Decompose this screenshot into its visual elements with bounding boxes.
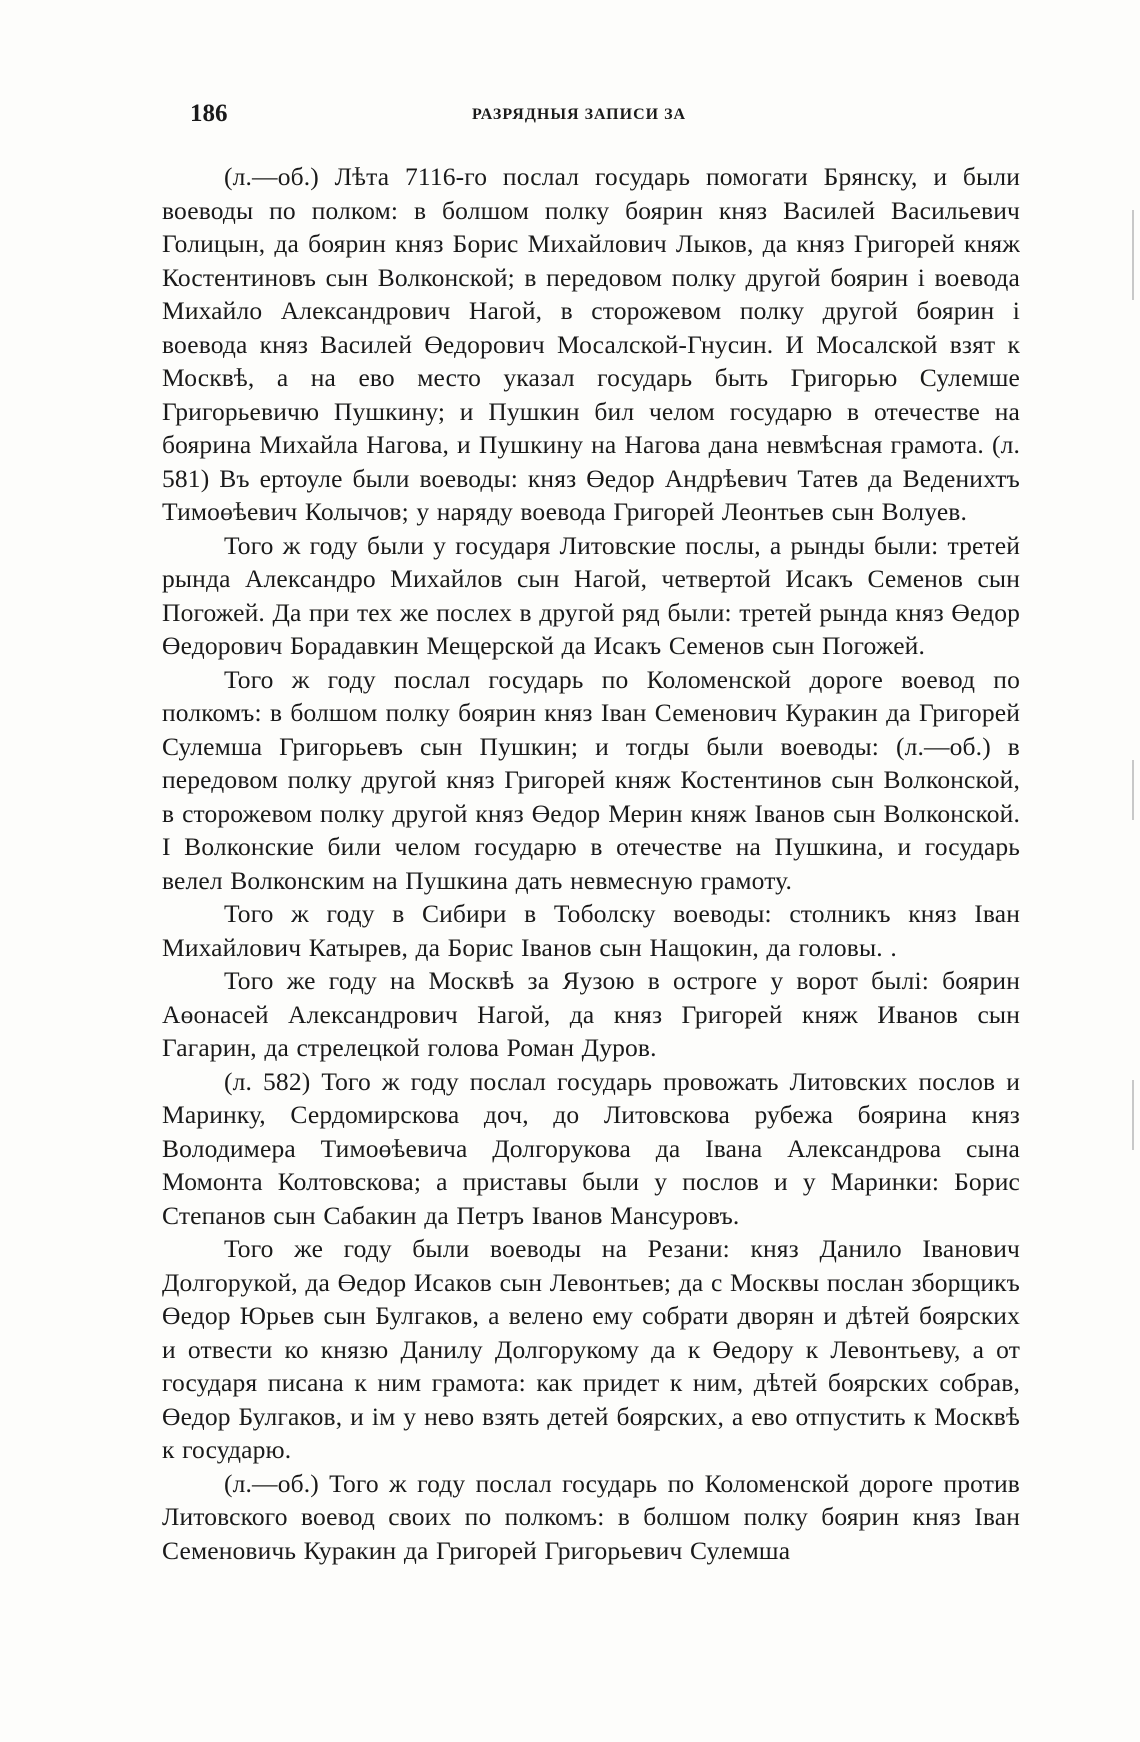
page-number: 186 xyxy=(190,100,228,127)
margin-scan-mark xyxy=(1132,1080,1134,1150)
paragraph: (л.—об.) Того ж году послал государь по Коломенской дороге против Литовского воевод своих по полкомъ: в болшом полку боярин княз Іван Семеновичь Куракин да Григорей Григорьевич Сулемша xyxy=(162,1468,1020,1565)
paragraph: (л.—об.) Лѣта 7116-го послал государь помогати Брянску, и были воеводы по полком: в болшом полку боярин княз Василей Васильевич Голицын, да боярин княз Борис Михайлович Лыков, да княз Григорей княж Костентиновъ сын Волконской; в передовом полку другой боярин і воевода Михайло Александрович Нагой, в сторожевом полку другой боярин і воевода княз Василей Өедорович Мосалской-Гнусин. И Мосалской взят к Москвѣ, а на ево место указал государь быть Григорью Сулемше Григорьевичю Пушкину; и Пушкин бил челом государю в отечестве на боярина Михайла Нагова, и Пушкину на Нагова дана невмѣсная грамота. (л. 581) Въ ертоуле были воеводы: княз Өедор Андрѣевич Татев да Веденихтъ Тимоөѣевич Колычов; у наряду воевода Григорей Леонтьев сын Волуев. xyxy=(162,162,1020,526)
margin-scan-mark xyxy=(1132,760,1134,820)
paragraph: Того же году были воеводы на Резани: княз Данило Іванович Долгорукой, да Өедор Исаков сын Левонтьев; да с Москвы послан зборщикъ Өедор Юрьев сын Булгаков, а велено ему собрати дворян и дѣтей боярских и отвести ко князю Данилу Долгорукому да к Өедору к Левонтьеву, а от государя писана к ним грамота: как придет к ним, дѣтей боярских собрав, Өедор Булгаков, и ім у нево взять детей боярских, а ево отпустить к Москвѣ к государю. xyxy=(162,1234,1020,1464)
body-text xyxy=(162,160,1020,1567)
margin-scan-mark xyxy=(1132,210,1134,300)
paragraph: (л. 582) Того ж году послал государь провожать Литовских послов и Маринку, Сердомирскова доч, до Литовскова рубежа боярина княз Володимера Тимоөѣевича Долгорукова да Івана Александрова сына Момонта Колтовскова; а приставы были у послов и у Маринки: Борис Степанов сын Сабакин да Петръ Іванов Мансуровъ. xyxy=(162,1066,1020,1230)
paragraph: Того же году на Москвѣ за Яузою в остроге у ворот былі: боярин Аөонасей Александрович Нагой, да княз Григорей княж Иванов сын Гагарин, да стрелецкой голова Роман Дуров. xyxy=(162,966,1020,1062)
paragraph: Того ж году были у государя Литовские послы, а рынды были: третей рында Александро Михайлов сын Нагой, четвертой Исакъ Семенов сын Погожей. Да при тех же послех в другой ряд были: третей рында княз Өедор Өедорович Борадавкин Мещерской да Исакъ Семенов сын Погожей. xyxy=(162,530,1021,660)
running-title: РАЗРЯДНЫЯ ЗАПИСИ ЗА xyxy=(472,106,687,123)
page-header xyxy=(190,100,1030,134)
paragraph: Того ж году послал государь по Коломенской дороге воевод по полкомъ: в болшом полку боярин княз Іван Семенович Куракин да Григорей Сулемша Григорьевъ сын Пушкин; и тогды были воеводы: (л.—об.) в передовом полку другой княз Григорей княж Костентинов сын Волконской, в сторожевом полку другой княз Өедор Мерин княж Іванов сын Волконской. І Волконские били челом государю в отечестве на Пушкина, и государь велел Волконским на Пушкина дать невмесную грамоту. xyxy=(162,664,1020,895)
paragraph: Того ж году в Сибири в Тоболску воеводы: столникъ княз Іван Михайлович Катырев, да Борис Іванов сын Нащокин, да головы. . xyxy=(162,899,1020,962)
